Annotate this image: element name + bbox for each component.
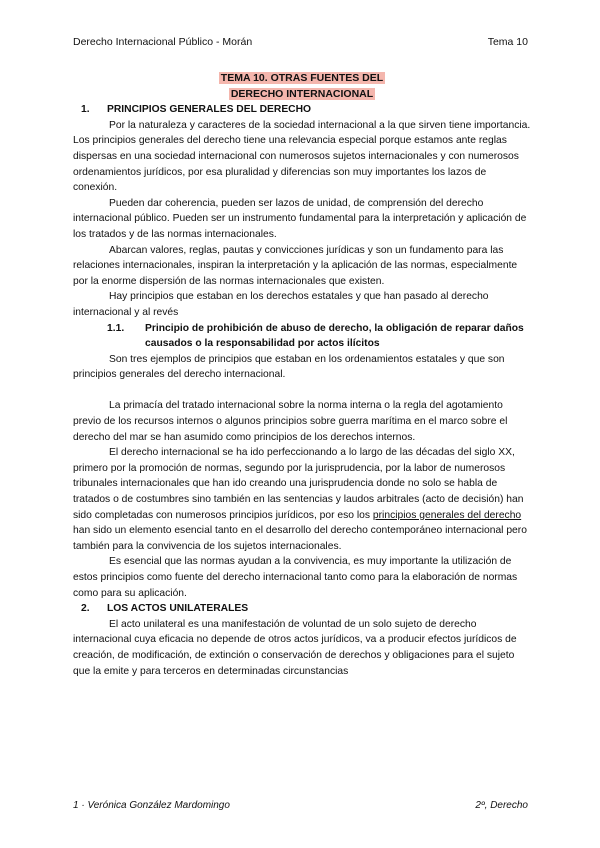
section-2-heading [73,601,531,617]
section-1-number: 1. [81,104,90,116]
blank-line [73,383,531,399]
page-header-topic: Tema 10 [487,36,528,48]
section-1-heading [73,102,531,118]
paragraph-text: El derecho internacional se ha ido perfeccionando a lo largo de las décadas del siglo XX, primero por la promoción de normas, segundo por la jurisprudencia, por la labor de numerosos tribunales internacionales que han ido creando una jurisprudencia donde no solo se habla de tratados o de costumbres sino también en las sentencias y laudos arbitrales (acto de decisión) han sido completadas con numerosos principios jurídicos, por eso los [73,447,524,521]
page-footer-course: 2º, Derecho [475,800,528,811]
subsection-1-1-number: 1.1. [107,322,125,334]
title-line-2: DERECHO INTERNACIONAL [230,87,374,100]
paragraph: Abarcan valores, reglas, pautas y convicciones jurídicas y son un fundamento para las relaciones internacionales, inspiran la interpretación y la aplicación de las normas, especialmente por la enorme dispersión de las normas internacionales que existen. [73,244,518,287]
paragraph: Es esencial que las normas ayudan a la convivencia, es muy importante la utilización de estos principios como fuente del derecho internacional tanto como para la elaboración de normas como para su aplicación. [73,556,518,599]
paragraph: La primacía del tratado internacional sobre la norma interna o la regla del agotamiento previo de los recursos internos o algunos principios sobre guerra marítima en el marco sobre el derecho del mar se han asumido como principios de los derechos internos. [73,400,508,443]
paragraph: Pueden dar coherencia, pueden ser lazos de unidad, de comprensión del derecho internacional público. Pueden ser un instrumento fundamental para la interpretación y aplicación de los tratados y de las normas internacionales. [73,197,527,240]
paragraph [73,445,531,554]
page-footer-author: 1 · Verónica González Mardomingo [73,800,230,811]
paragraph: Son tres ejemplos de principios que estaban en los ordenamientos estatales y que son principios generales del derecho internacional. [73,353,505,381]
paragraph-text: han sido un elemento esencial tanto en el desarrollo del derecho contemporáneo internacional pero también para la convivencia de los sujetos internacionales. [73,525,527,552]
document-title [73,71,531,102]
paragraph: El acto unilateral es una manifestación de voluntad de un solo sujeto de derecho internacional cuya eficacia no depende de otros actos jurídicos, va a producir efectos jurídicos de creación, de modificación, de extinción o conservación de derechos y obligaciones para el sujeto que la emite y para terceros en determinadas circunstancias [73,618,517,677]
section-1-title: PRINCIPIOS GENERALES DEL DERECHO [107,104,312,116]
subsection-1-1-title: Principio de prohibición de abuso de derecho, la obligación de reparar daños causados o la responsabilidad por actos ilícitos [145,322,524,350]
section-2-title: LOS ACTOS UNILATERALES [107,603,249,615]
paragraph: Hay principios que estaban en los derechos estatales y que han pasado al derecho internacional y al revés [73,291,489,318]
section-2-number: 2. [81,603,90,615]
title-line-1: TEMA 10. OTRAS FUENTES DEL [220,72,384,84]
page-header-title: Derecho Internacional Público - Morán [73,36,253,48]
underlined-term: principios generales del derecho [372,509,522,521]
subsection-1-1-heading [73,321,531,352]
paragraph: Por la naturaleza y caracteres de la sociedad internacional a la que sirven tiene importancia. Los principios generales del derecho tiene una relevancia especial porque estamos ante reglas dispersas en una sociedad internacional con numerosos sujetos internacionales y con numerosos ordenamientos jurídicos, por esa pluralidad y diferencias son muy importantes los lazos de conexión. [73,119,531,194]
document-body [73,71,531,679]
